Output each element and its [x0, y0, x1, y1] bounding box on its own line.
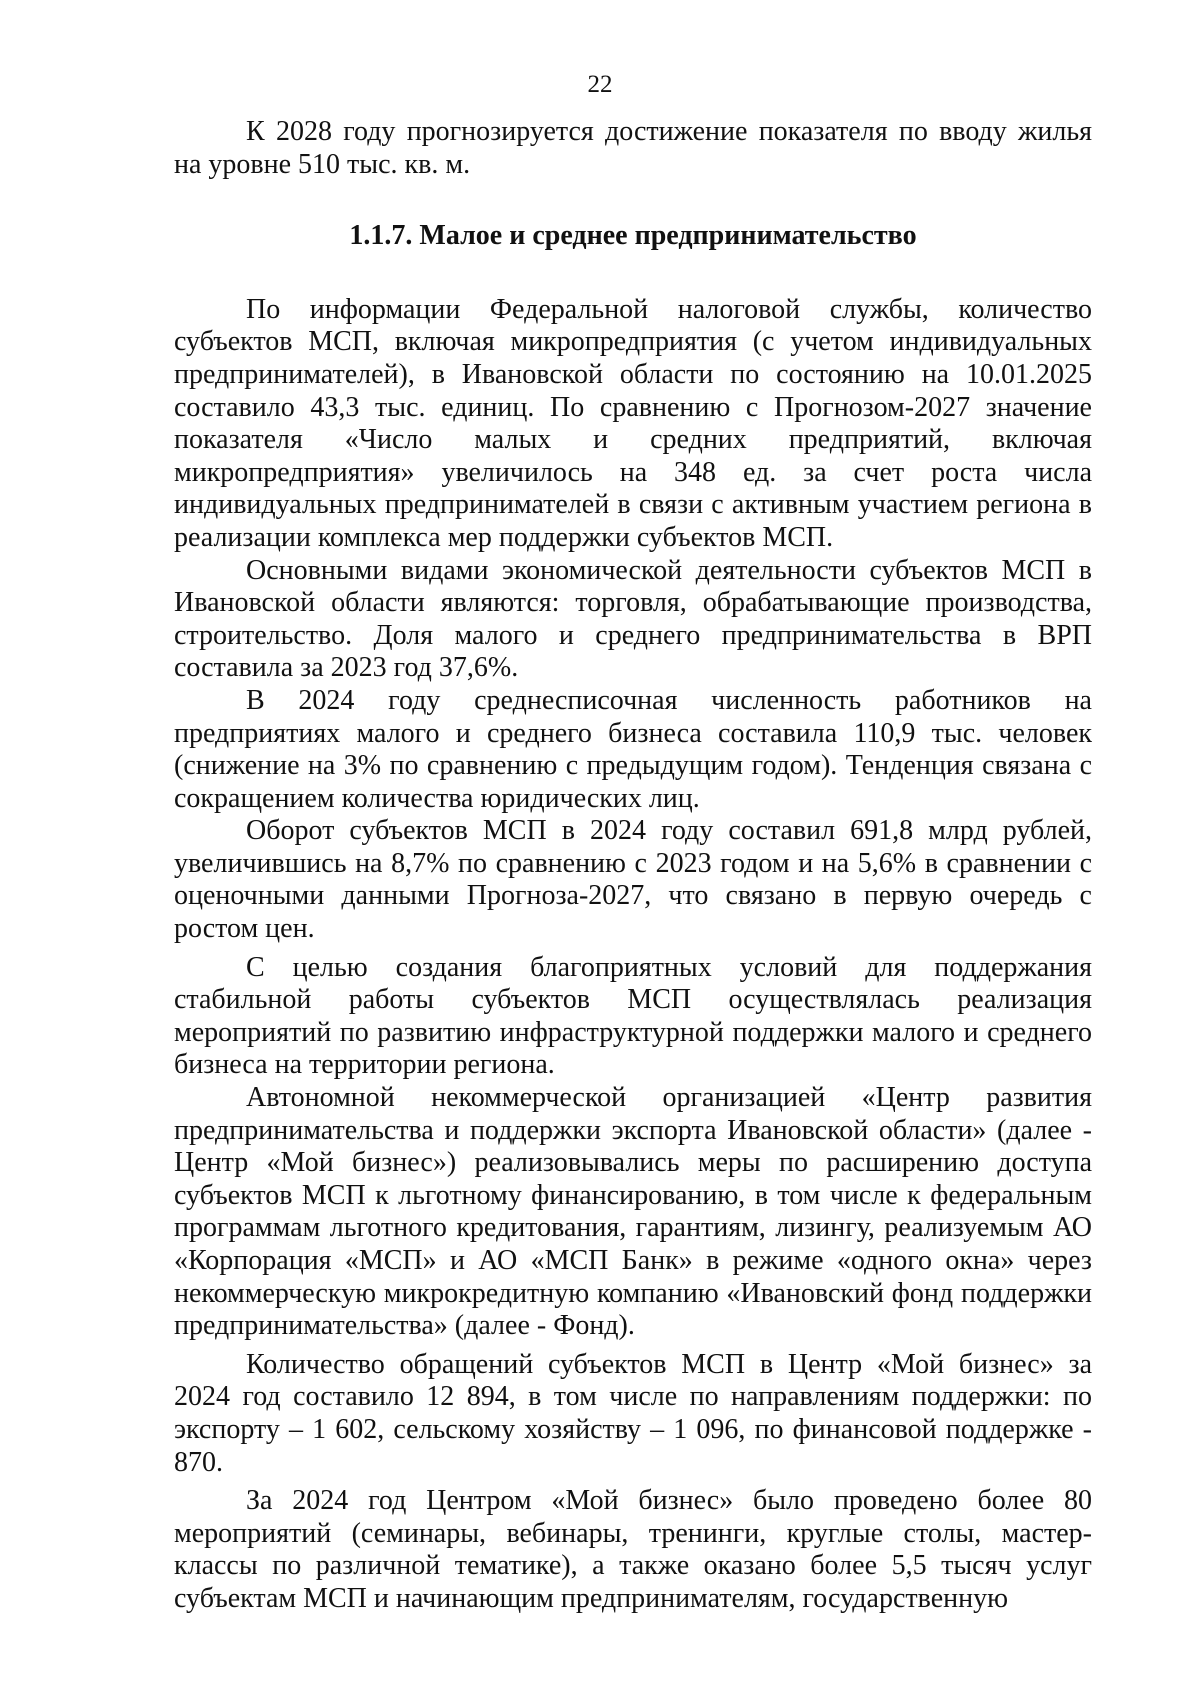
paragraph-infrastructure: С целью создания благоприятных условий для поддержания стабильной работы субъектов МСП осуществлялась реализация мероприятий по развитию инфраструктурной поддержки малого и среднего бизнеса на территории региона.: [174, 951, 1092, 1081]
paragraph-fns-count: По информации Федеральной налоговой службы, количество субъектов МСП, включая микропредприятия (с учетом индивидуальных предпринимателей), в Ивановской области по состоянию на 10.01.2025 составило 43,3 тыс. единиц. По сравнению с Прогнозом-2027 значение показателя «Число малых и средних предприятий, включая микропредприятия» увеличилось на 348 ед. за счет роста числа индивидуальных предпринимателей в связи с активным участием региона в реализации комплекса мер поддержки субъектов МСП.: [174, 293, 1092, 553]
paragraph-turnover: Оборот субъектов МСП в 2024 году составил 691,8 млрд рублей, увеличившись на 8,7% по сравнению с 2023 годом и на 5,6% в сравнении с оценочными данными Прогноза-2027, что связано в первую очередь с ростом цен.: [174, 815, 1092, 945]
paragraph-my-business-center: Автономной некоммерческой организацией «Центр развития предпринимательства и поддержки экспорта Ивановской области» (далее - Центр «Мой бизнес») реализовывались меры по расширению доступа субъектов МСП к льготному финансированию, в том числе к федеральным программам льготного кредитования, гарантиям, лизингу, реализуемым АО «Корпорация «МСП» и АО «МСП Банк» в режиме «одного окна» через некоммерческую микрокредитную компанию «Ивановский фонд поддержки предпринимательства» (далее - Фонд).: [174, 1082, 1092, 1342]
paragraph-employment: В 2024 году среднесписочная численность работников на предприятиях малого и среднего бизнеса составила 110,9 тыс. человек (снижение на 3% по сравнению с предыдущим годом). Тенденция связана с сокращением количества юридических лиц.: [174, 684, 1092, 814]
document-body: [174, 116, 1092, 1616]
paragraph-activity-types: Основными видами экономической деятельности субъектов МСП в Ивановской области являются: торговля, обрабатывающие производства, строительство. Доля малого и среднего предпринимательства в ВРП составила за 2023 год 37,6%.: [174, 554, 1092, 684]
paragraph-events: За 2024 год Центром «Мой бизнес» было проведено более 80 мероприятий (семинары, вебинары, тренинги, круглые столы, мастер-классы по различной тематике), а также оказано более 5,5 тысяч услуг субъектам МСП и начинающим предпринимателям, государственную: [174, 1485, 1092, 1614]
intro-paragraph: К 2028 году прогнозируется достижение показателя по вводу жилья на уровне 510 тыс. кв. м.: [174, 116, 1092, 180]
page-number: 22: [587, 71, 613, 98]
paragraph-requests: Количество обращений субъектов МСП в Центр «Мой бизнес» за 2024 год составило 12 894, в том числе по направлениям поддержки: по экспорту – 1 602, сельскому хозяйству – 1 096, по финансовой поддержке - 870.: [174, 1348, 1092, 1478]
section-heading: 1.1.7. Малое и среднее предпринимательство: [349, 220, 917, 252]
